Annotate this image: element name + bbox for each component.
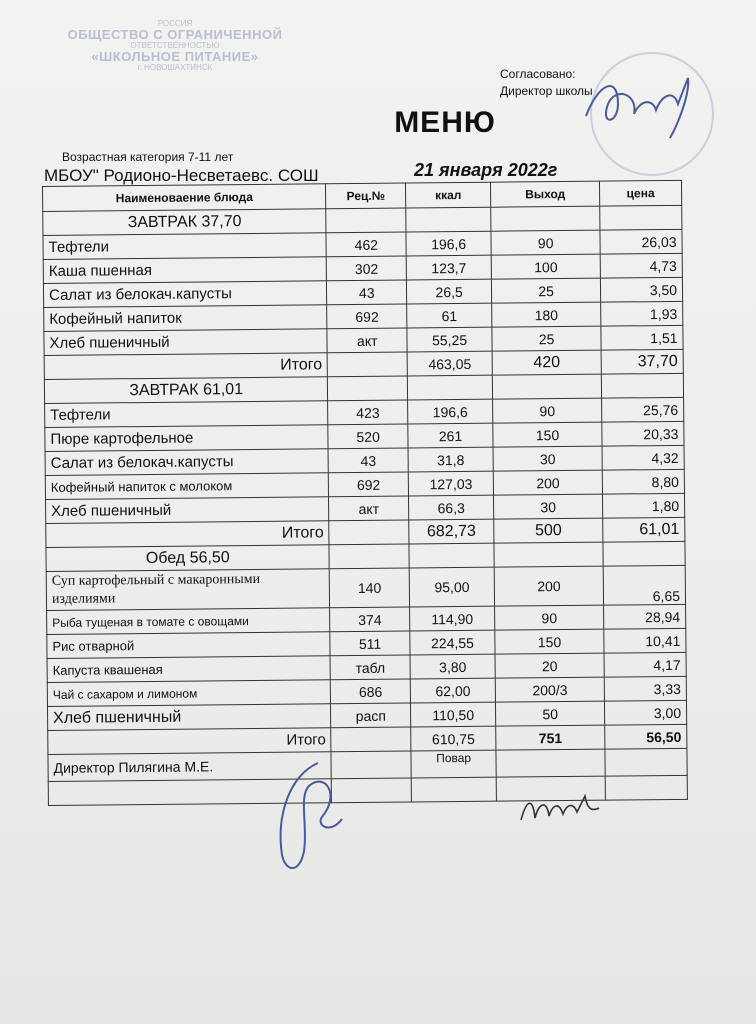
price-value: 3,50 <box>600 277 682 302</box>
dish-name: Суп картофельный с макаронными изделиями <box>46 569 330 611</box>
header-kcal: ккал <box>406 182 491 208</box>
total-output: 751 <box>496 725 605 750</box>
output-value: 25 <box>492 326 601 351</box>
table-row <box>46 565 685 610</box>
header-price: цена <box>600 180 682 206</box>
output-value: 90 <box>495 605 604 630</box>
kcal-value: 224,55 <box>410 630 495 655</box>
output-value: 200 <box>493 470 602 495</box>
total-price: 37,70 <box>601 349 683 374</box>
school-name: МБОУ" Родионо-Несветаевс. СОШ <box>44 166 319 185</box>
price-value: 6,65 <box>603 565 685 605</box>
price-value: 26,03 <box>600 229 682 254</box>
stamp-line: г. НОВОШАХТИНСК <box>137 63 213 72</box>
dish-name: Каша пшенная <box>43 257 327 284</box>
recipe-number: 423 <box>328 400 408 425</box>
header-output: Выход <box>491 181 600 207</box>
dish-name: Капуста квашеная <box>47 656 331 683</box>
price-value: 1,93 <box>601 301 683 326</box>
total-label: Итого <box>48 728 332 755</box>
section-title: ЗАВТРАК 37,70 <box>43 209 327 236</box>
kcal-value: 123,7 <box>406 255 491 280</box>
output-value: 30 <box>493 446 602 471</box>
total-output: 420 <box>492 350 601 375</box>
kcal-value: 95,00 <box>409 567 494 607</box>
price-value: 8,80 <box>602 469 684 494</box>
output-value: 20 <box>495 653 604 678</box>
output-value: 150 <box>493 422 602 447</box>
price-value: 4,32 <box>602 445 684 470</box>
recipe-number: 686 <box>331 679 411 704</box>
dish-name: Салат из белокач.капусты <box>43 281 327 308</box>
output-value: 90 <box>493 398 602 423</box>
recipe-number: табл <box>330 655 410 680</box>
output-value: 200/3 <box>495 677 604 702</box>
output-value: 200 <box>494 566 603 606</box>
section-title: ЗАВТРАК 61,01 <box>44 377 328 404</box>
recipe-number: 140 <box>330 568 410 608</box>
dish-name: Пюре картофельное <box>45 425 329 452</box>
dish-name: Рыба тущеная в томате с овощами <box>47 608 331 635</box>
kcal-value: 66,3 <box>409 495 494 520</box>
price-value: 10,41 <box>604 628 686 653</box>
price-value: 4,73 <box>600 253 682 278</box>
recipe-number: акт <box>327 328 407 353</box>
recipe-number: 43 <box>328 448 408 473</box>
dish-name: Тефтели <box>43 233 327 260</box>
output-value: 25 <box>492 278 601 303</box>
price-value: 3,33 <box>604 676 686 701</box>
total-label: Итого <box>44 353 328 380</box>
price-value: 1,51 <box>601 325 683 350</box>
recipe-number: 692 <box>327 304 407 329</box>
output-value: 100 <box>491 254 600 279</box>
kcal-value: 55,25 <box>407 327 492 352</box>
output-value: 90 <box>491 230 600 255</box>
dish-name: Кофейный напиток <box>44 305 328 332</box>
cook-label: Повар <box>411 750 496 778</box>
stamp-line: ОБЩЕСТВО С ОГРАНИЧЕННОЙ <box>67 27 283 42</box>
total-price: 56,50 <box>605 724 687 749</box>
price-value: 25,76 <box>602 397 684 422</box>
kcal-value: 114,90 <box>410 606 495 631</box>
recipe-number: 520 <box>328 424 408 449</box>
approval-position: Директор школы <box>500 84 593 98</box>
kcal-value: 261 <box>408 423 493 448</box>
dish-name: Кофейный напиток с молоком <box>45 473 329 500</box>
dish-name: Салат из белокач.капусты <box>45 449 329 476</box>
dish-name: Хлеб пшеничный <box>47 704 331 731</box>
section-title: Обед 56,50 <box>46 545 330 572</box>
stamp-line: РОССИЯ <box>157 19 193 28</box>
kcal-value: 61 <box>407 303 492 328</box>
dish-name: Рис отварной <box>47 632 331 659</box>
output-value: 180 <box>492 302 601 327</box>
total-output: 500 <box>494 518 603 543</box>
dish-name: Чай с сахаром и лимоном <box>47 680 331 707</box>
header-dish: Наименоваение блюда <box>43 184 327 212</box>
dish-name: Хлеб пшеничный <box>46 497 330 524</box>
kcal-value: 110,50 <box>411 702 496 727</box>
kcal-value: 196,6 <box>406 231 491 256</box>
total-label: Итого <box>46 521 330 548</box>
price-value: 1,80 <box>603 493 685 518</box>
kcal-value: 62,00 <box>410 678 495 703</box>
kcal-value: 31,8 <box>408 447 493 472</box>
kcal-value: 26,5 <box>406 279 491 304</box>
total-kcal: 610,75 <box>411 726 496 751</box>
menu-date: 21 января 2022г <box>414 160 558 180</box>
recipe-number: акт <box>329 496 409 521</box>
recipe-number: 43 <box>327 280 407 305</box>
page-title: МЕНЮ <box>394 106 496 139</box>
kcal-value: 196,6 <box>408 399 493 424</box>
price-value: 3,00 <box>605 700 687 725</box>
director-name: Директор Пилягина М.Е. <box>48 752 332 782</box>
kcal-value: 127,03 <box>408 471 493 496</box>
dish-name: Тефтели <box>45 401 329 428</box>
recipe-number: 511 <box>330 631 410 656</box>
total-kcal: 463,05 <box>407 351 492 376</box>
output-value: 30 <box>494 494 603 519</box>
dish-name: Хлеб пшеничный <box>44 329 328 356</box>
output-value: 150 <box>495 629 604 654</box>
kcal-value: 3,80 <box>410 654 495 679</box>
approval-label: Согласовано: <box>500 67 576 81</box>
total-price: 61,01 <box>603 517 685 542</box>
recipe-number: расп <box>331 703 411 728</box>
recipe-number: 692 <box>329 472 409 497</box>
total-kcal: 682,73 <box>409 519 494 544</box>
stamp-line: ОТВЕТСТВЕННОСТЬЮ <box>130 41 220 50</box>
recipe-number: 302 <box>327 256 407 281</box>
stamp-line: «ШКОЛЬНОЕ ПИТАНИЕ» <box>91 49 259 64</box>
recipe-number: 462 <box>326 232 406 257</box>
price-value: 4,17 <box>604 652 686 677</box>
cook-signature <box>515 790 605 830</box>
price-value: 28,94 <box>604 604 686 629</box>
output-value: 50 <box>496 701 605 726</box>
age-category: Возрастная категория 7-11 лет <box>62 150 234 164</box>
price-value: 20,33 <box>602 421 684 446</box>
menu-table <box>42 180 688 806</box>
director-signature <box>270 755 350 880</box>
recipe-number: 374 <box>330 607 410 632</box>
header-recipe: Рец.№ <box>326 183 406 209</box>
